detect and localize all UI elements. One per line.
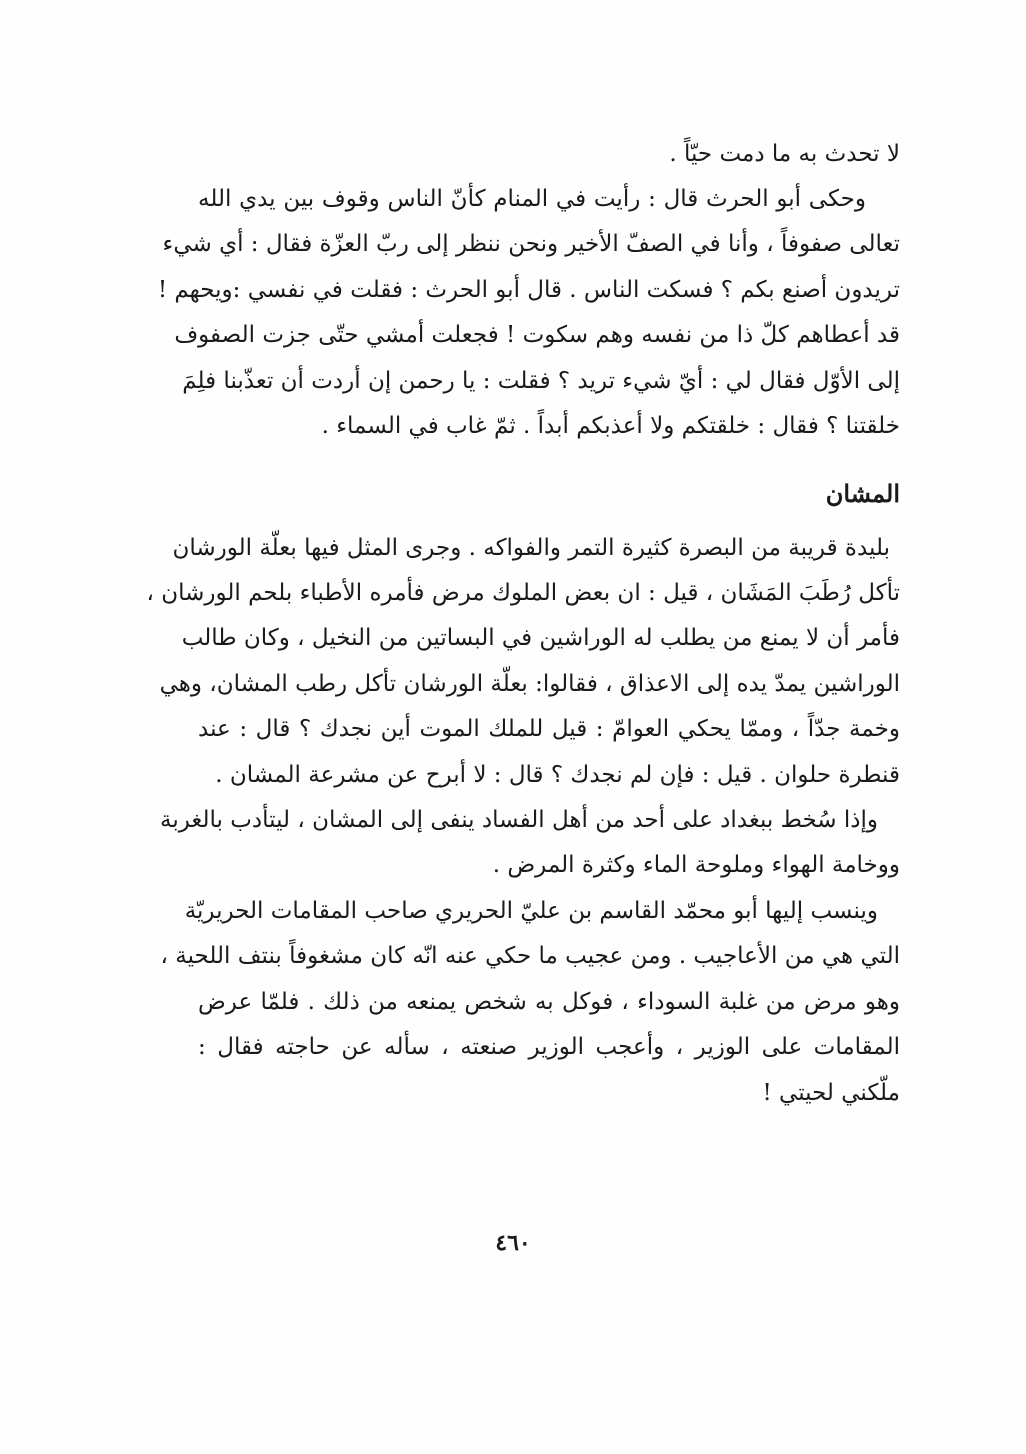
section-heading: المشان: [825, 479, 900, 508]
text-line: وخمة جدّاً ، وممّا يحكي العوامّ : قيل للملك الموت أين نجدك ؟ قال : عند: [198, 716, 900, 742]
section-heading-block: [198, 474, 900, 514]
text-line: المقامات على الوزير ، وأعجب الوزير صنعته ، سأله عن حاجته فقال :: [198, 1034, 900, 1060]
text-line: التي هي من الأعاجيب . ومن عجيب ما حكي عنه انّه كان مشغوفاً بنتف اللحية ،: [160, 943, 900, 969]
text-line: قد أعطاهم كلّ ذا من نفسه وهم سكوت ! فجعلت أمشي حتّى جزت الصفوف: [174, 322, 900, 348]
text-line: وينسب إليها أبو محمّد القاسم بن عليّ الحريري صاحب المقامات الحريريّة: [184, 898, 878, 924]
section-2-text: [146, 528, 900, 1148]
text-line: وهو مرض من غلبة السوداء ، فوكل به شخص يمنعه من ذلك . فلمّا عرض: [198, 989, 900, 1015]
text-line: بليدة قريبة من البصرة كثيرة التمر والفواكه . وجرى المثل فيها بعلّة الورشان: [172, 535, 890, 561]
text-line: تعالى صفوفاً ، وأنا في الصفّ الأخير ونحن ننظر إلى ربّ العزّة فقال : أي شيء: [162, 231, 900, 257]
text-line: تريدون أصنع بكم ؟ فسكت الناس . قال أبو الحرث : فقلت في نفسي :ويحهم !: [157, 277, 900, 303]
text-line: فأمر أن لا يمنع من يطلب له الوراشين في البساتين من النخيل ، وكان طالب: [181, 625, 900, 651]
text-line: إلى الأوّل فقال لي : أيّ شيء تريد ؟ فقلت : يا رحمن إن أردت أن تعذّبنا فلِمَ: [182, 368, 900, 394]
text-line: خلقتنا ؟ فقال : خلقتكم ولا أعذبكم أبداً . ثمّ غاب في السماء .: [321, 413, 900, 439]
text-line: لا تحدث به ما دمت حيّاً .: [669, 141, 900, 167]
text-line: الوراشين يمدّ يده إلى الاعذاق ، فقالوا: بعلّة الورشان تأكل رطب المشان، وهي: [159, 671, 900, 697]
text-line: ووخامة الهواء وملوحة الماء وكثرة المرض .: [492, 852, 900, 878]
text-line: وإذا سُخط ببغداد على أحد من أهل الفساد ينفى إلى المشان ، ليتأدب بالغربة: [160, 807, 878, 833]
page-number: ٤٦٠: [495, 1230, 531, 1256]
text-line: ملّكني لحيتي !: [762, 1080, 900, 1106]
section-1-text: [157, 134, 900, 439]
text-line: تأكل رُطَبَ المَشَان ، قيل : ان بعض الملوك مرض فأمره الأطباء بلحم الورشان ،: [146, 580, 900, 606]
text-line: قنطرة حلوان . قيل : فإن لم نجدك ؟ قال : لا أبرح عن مشرعة المشان .: [215, 762, 900, 788]
text-line: وحكى أبو الحرث قال : رأيت في المنام كأنّ الناس وقوف بين يدي الله: [198, 186, 866, 212]
